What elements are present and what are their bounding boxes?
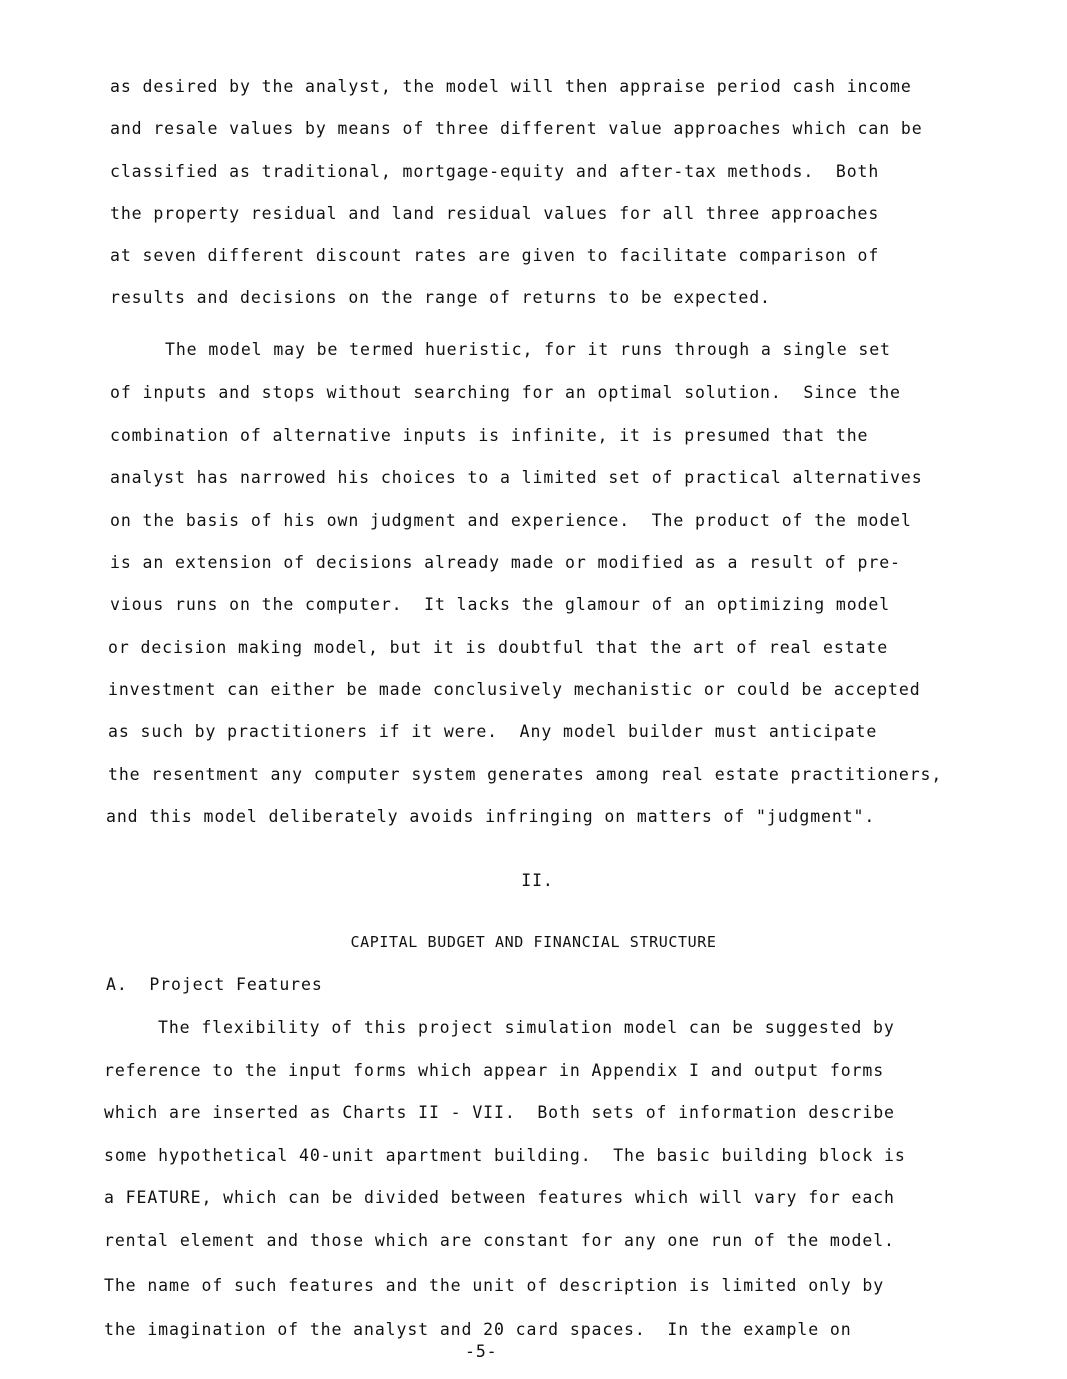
subheading: A. Project Features [106,975,323,994]
section-title: CAPITAL BUDGET AND FINANCIAL STRUCTURE [350,933,717,951]
text-line: as such by practitioners if it were. Any model builder must anticipate [108,722,878,741]
text-line: analyst has narrowed his choices to a limited set of practical alternatives [110,468,923,487]
text-line: The name of such features and the unit of description is limited only by [104,1276,885,1295]
text-line: reference to the input forms which appear in Appendix I and output forms [104,1061,885,1080]
text-line: results and decisions on the range of returns to be expected. [110,288,771,307]
text-line: the imagination of the analyst and 20 card spaces. In the example on [104,1320,852,1339]
text-line: which are inserted as Charts II - VII. Both sets of information describe [104,1103,895,1122]
text-line: of inputs and stops without searching for an optimal solution. Since the [110,383,901,402]
text-line: on the basis of his own judgment and experience. The product of the model [110,511,912,530]
text-line: investment can either be made conclusively mechanistic or could be accepted [108,680,921,699]
text-line: or decision making model, but it is doubtful that the art of real estate [108,638,889,657]
text-line: a FEATURE, which can be divided between features which will vary for each [104,1188,895,1207]
text-line: some hypothetical 40-unit apartment building. The basic building block is [104,1146,906,1165]
text-line: vious runs on the computer. It lacks the glamour of an optimizing model [110,595,891,614]
text-line: and resale values by means of three different value approaches which can be [110,119,923,138]
text-line: The flexibility of this project simulation model can be suggested by [158,1018,895,1037]
text-line: rental element and those which are constant for any one run of the model. [104,1231,895,1250]
text-line: The model may be termed hueristic, for it runs through a single set [165,340,891,359]
text-line: combination of alternative inputs is infinite, it is presumed that the [110,426,869,445]
text-line: and this model deliberately avoids infringing on matters of "judgment". [106,807,876,826]
text-line: is an extension of decisions already made or modified as a result of pre- [110,553,901,572]
text-line: at seven different discount rates are given to facilitate comparison of [110,246,880,265]
section-number: II. [521,871,554,890]
text-line: the property residual and land residual values for all three approaches [110,204,880,223]
page-number: -5- [465,1342,498,1361]
text-line: classified as traditional, mortgage-equity and after-tax methods. Both [110,162,880,181]
text-line: the resentment any computer system generates among real estate practitioners, [108,765,943,784]
text-line: as desired by the analyst, the model will then appraise period cash income [110,77,912,96]
